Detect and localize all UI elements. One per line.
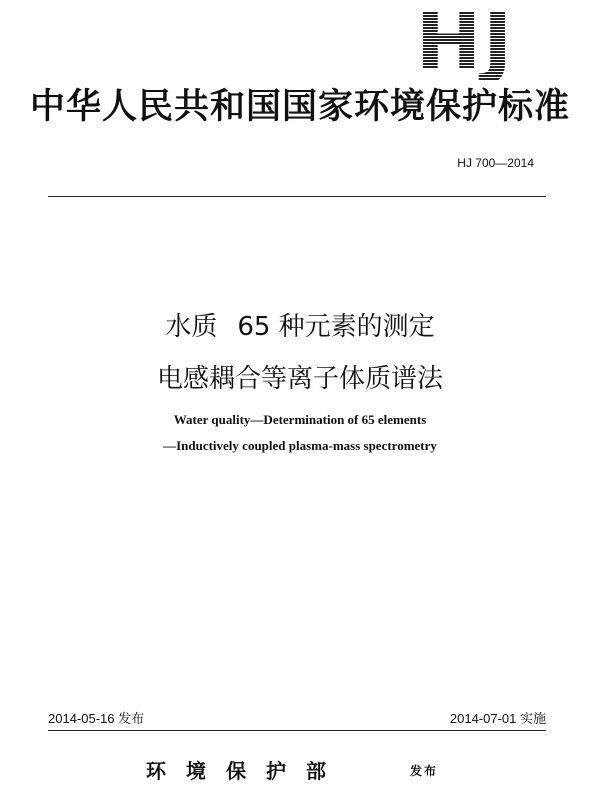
chinese-title-line-2: 电感耦合等离子体质谱法 [156,364,443,394]
hj-logo: HJ [400,6,530,80]
bottom-divider [48,730,546,731]
english-title-line-2: —Inductively coupled plasma-mass spectrometry [163,438,437,453]
publish-date: 2014-05-16 发布 [48,711,145,726]
chinese-title-topic: 65 种元素的测定 [237,312,435,342]
english-title-line-1: Water quality—Determination of 65 elements [173,412,427,427]
chinese-title-line-1 [0,311,600,343]
issuer-title: 中华人民共和国国家环境保护标准 [29,86,570,127]
standard-code: HJ 700—2014 [457,156,534,170]
chinese-title-subject: 水质 [165,312,218,342]
top-divider [48,196,546,197]
publisher-name: 环境保护部 [146,759,346,783]
publish-label: 发布 [410,764,439,778]
implement-date: 2014-07-01 实施 [449,711,546,726]
